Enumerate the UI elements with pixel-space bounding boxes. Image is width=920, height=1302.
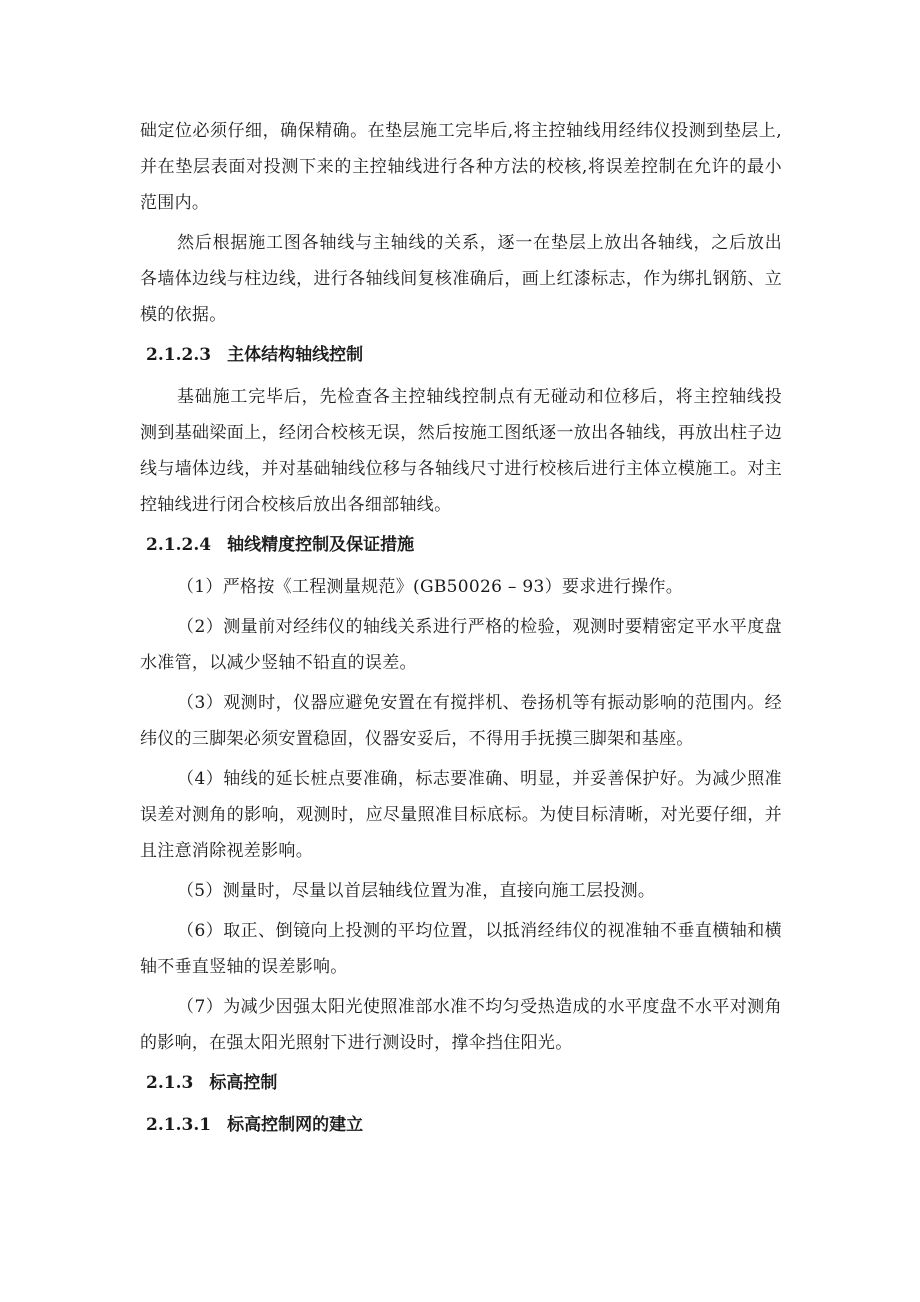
- body-paragraph: 础定位必须仔细，确保精确。在垫层施工完毕后,将主控轴线用经纬仪投测到垫层上,并在垫层表面对投测下来的主控轴线进行各种方法的校核,将误差控制在允许的最小范围内。: [140, 121, 782, 213]
- body-paragraph: （1）严格按《工程测量规范》(GB50026 – 93）要求进行操作。: [177, 577, 684, 597]
- body-paragraph: （6）取正、倒镜向上投测的平均位置，以抵消经纬仪的视准轴不垂直横轴和横轴不垂直竖轴的误差影响。: [140, 921, 782, 977]
- body-paragraph: 基础施工完毕后，先检查各主控轴线控制点有无碰动和位移后，将主控轴线投测到基础梁面上，经闭合校核无误，然后按施工图纸逐一放出各轴线，再放出柱子边线与墙体边线，并对基础轴线位移与各轴线尺寸进行校核后进行主体立模施工。对主控轴线进行闭合校核后放出各细部轴线。: [140, 387, 782, 515]
- section-number: 2.1.3.1: [146, 1115, 212, 1135]
- section-heading: [140, 1107, 782, 1143]
- document-body: [140, 113, 782, 1149]
- body-paragraph: （2）测量前对经纬仪的轴线关系进行严格的检验，观测时要精密定平水平度盘水准管，以减少竖轴不铅直的误差。: [140, 617, 782, 673]
- body-paragraph: 然后根据施工图各轴线与主轴线的关系，逐一在垫层上放出各轴线，之后放出各墙体边线与柱边线，进行各轴线间复核准确后，画上红漆标志，作为绑扎钢筋、立模的依据。: [140, 233, 782, 325]
- section-title: 标高控制网的建立: [227, 1115, 364, 1135]
- section-number: 2.1.2.4: [146, 535, 212, 555]
- body-paragraph: （7）为减少因强太阳光使照准部水准不均匀受热造成的水平度盘不水平对测角的影响，在强太阳光照射下进行测设时，撑伞挡住阳光。: [140, 997, 782, 1053]
- section-number: 2.1.2.3: [146, 345, 212, 365]
- section-title: 轴线精度控制及保证措施: [227, 535, 415, 555]
- section-heading: [140, 527, 782, 563]
- body-paragraph: （3）观测时，仪器应避免安置在有搅拌机、卷扬机等有振动影响的范围内。经纬仪的三脚架必须安置稳固，仪器安妥后，不得用手抚摸三脚架和基座。: [140, 693, 782, 749]
- body-paragraph: （5）测量时，尽量以首层轴线位置为准，直接向施工层投测。: [177, 881, 656, 901]
- section-number: 2.1.3: [146, 1073, 194, 1093]
- section-title: 标高控制: [209, 1073, 278, 1093]
- section-heading: [140, 337, 782, 373]
- section-heading: [140, 1065, 782, 1101]
- section-title: 主体结构轴线控制: [227, 345, 364, 365]
- body-paragraph: （4）轴线的延长桩点要准确，标志要准确、明显，并妥善保护好。为减少照准误差对测角的影响，观测时，应尽量照准目标底标。为使目标清晰，对光要仔细，并且注意消除视差影响。: [140, 769, 782, 861]
